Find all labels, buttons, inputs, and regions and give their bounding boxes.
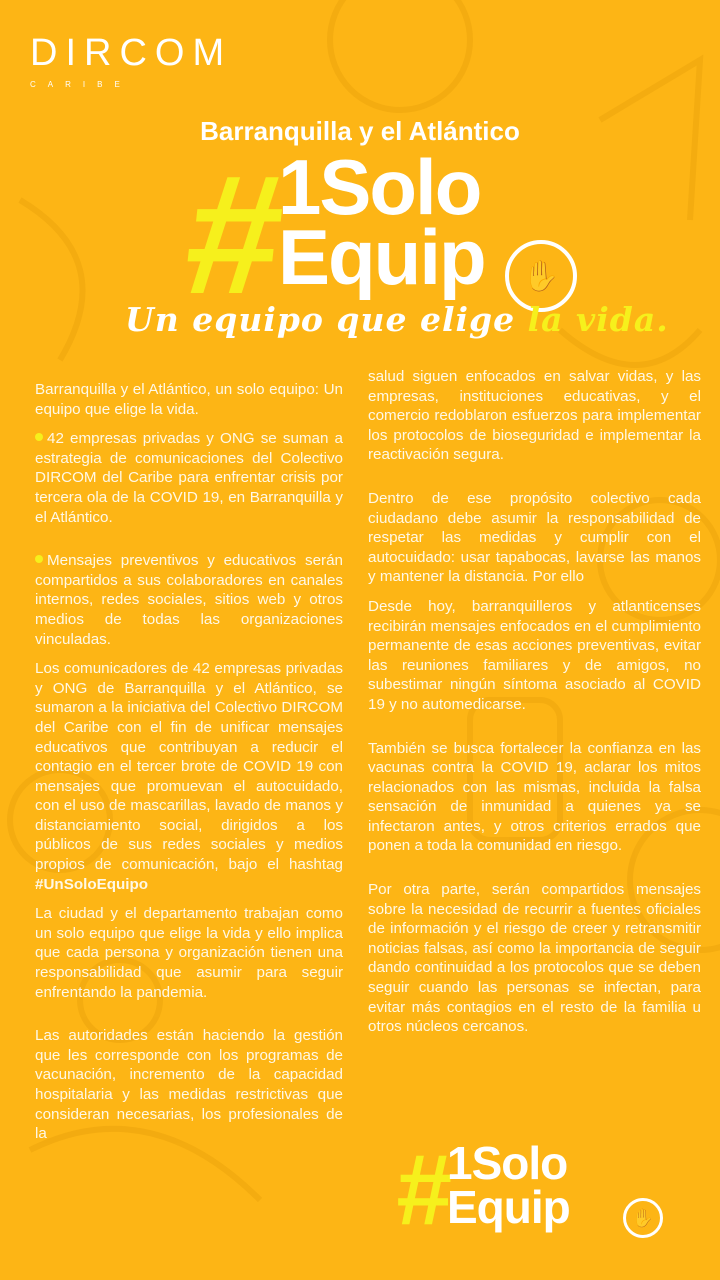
hashtag-text: #UnSoloEquipo	[35, 875, 149, 893]
slogan-yellow: la vida.	[527, 300, 669, 339]
dircom-logo-subtitle: CARIBE	[30, 80, 132, 89]
slogan-white: Un equipo que elige	[125, 300, 516, 339]
intro-paragraph: Barranquilla y el Atlántico, un solo equipo: Un equipo que elige la vida.	[35, 381, 343, 418]
paragraph: La ciudad y el departamento trabajan como un solo equipo que elige la vida y ello implica que cada persona y organización tienen una responsabilidad que asumir para seguir enfrentando la pandemia.	[35, 905, 343, 1001]
paragraph-text: Los comunicadores de 42 empresas privadas y ONG de Barranquilla y el Atlántico, se sumaron a la iniciativa del Colectivo DIRCOM del Caribe con el fin de unificar mensajes educativos que contribuyan a reducir el contagio en el tercer brote de COVID 19 con mensajes que promuevan el autocuidado, con el uso de mascarillas, lavado de manos y distanciamiento social, dirigidos a los públicos de sus redes sociales y medios propios de comunicación, bajo el hashtag	[35, 660, 343, 874]
hands-circle-icon: ✋	[505, 240, 577, 312]
paragraph: salud siguen enfocados en salvar vidas, y las empresas, instituciones educativas, y el comercio redoblaron esfuerzos para implementar los protocolos de bioseguridad e implementar la reactivación segura.	[368, 368, 701, 464]
bullet-dot-icon	[35, 555, 43, 563]
hashtag-symbol: #	[175, 140, 290, 330]
bullet-text: Mensajes preventivos y educativos serán compartidos a sus colaboradores en canales internos, redes sociales, sitios web y otros medios de todas las organizaciones vinculadas.	[35, 552, 343, 648]
paragraph: Las autoridades están haciendo la gestión que les corresponde con los programas de vacunación, incremento de la capacidad hospitalaria y las medidas restrictivas que consideran necesarias, los profesionales de la	[35, 1027, 343, 1143]
paragraph: Por otra parte, serán compartidos mensajes sobre la necesidad de recurrir a fuentes oficiales de información y el riesgo de creer y retransmitir noticias falsas, así como la importancia de seguir dando continuidad a los protocolos que se deben seguir cuando las personas se infectan, para evitar más contagios en el resto de la familia u otros núcleos cercanos.	[368, 881, 701, 1036]
right-column	[368, 367, 701, 1047]
paragraph	[35, 659, 343, 894]
bullet-text: 42 empresas privadas y ONG se suman a estrategia de comunicaciones del Colectivo DIRCOM del Caribe para enfrentar crisis por tercera ola de la COVID 19, en Barranquilla y el Atlántico.	[35, 430, 343, 526]
footer-hashtag-line-2: Equip	[447, 1181, 570, 1233]
paragraph: Desde hoy, barranquilleros y atlanticenses recibirán mensajes enfocados en el cumplimiento permanente de esas acciones preventivas, evitar las reuniones familiares y de amigos, no subestimar ningún síntoma asociado al COVID 19 y no automedicarse.	[368, 597, 701, 713]
hands-circle-icon: ✋	[623, 1198, 663, 1238]
paragraph: Dentro de ese propósito colectivo cada ciudadano debe asumir la responsabilidad de respetar las medidas y cumplir con el autocuidado: usar tapabocas, lavarse las manos y mantener la distancia. Por ello	[368, 489, 701, 586]
bullet-dot-icon	[35, 433, 43, 441]
bullet-item	[35, 429, 343, 527]
bullet-item	[35, 551, 343, 649]
slogan	[125, 300, 669, 339]
footer-hashtag-line-1: 1Solo	[447, 1137, 568, 1189]
hashtag-line-1: 1Solo	[278, 143, 481, 231]
footer-hashtag-symbol: #	[395, 1134, 451, 1246]
paragraph: También se busca fortalecer la confianza en las vacunas contra la COVID 19, aclarar los mitos relacionados con las mismas, incluida la falsa sensación de inmunidad a quienes ya se infectaron antes, y otros criterios errados que ponen a toda la comunidad en riesgo.	[368, 739, 701, 855]
dircom-logo: DIRCOM	[30, 32, 233, 74]
hashtag-line-2: Equip	[278, 213, 485, 301]
headline: Barranquilla y el Atlántico	[200, 116, 520, 146]
left-column	[35, 380, 343, 1154]
